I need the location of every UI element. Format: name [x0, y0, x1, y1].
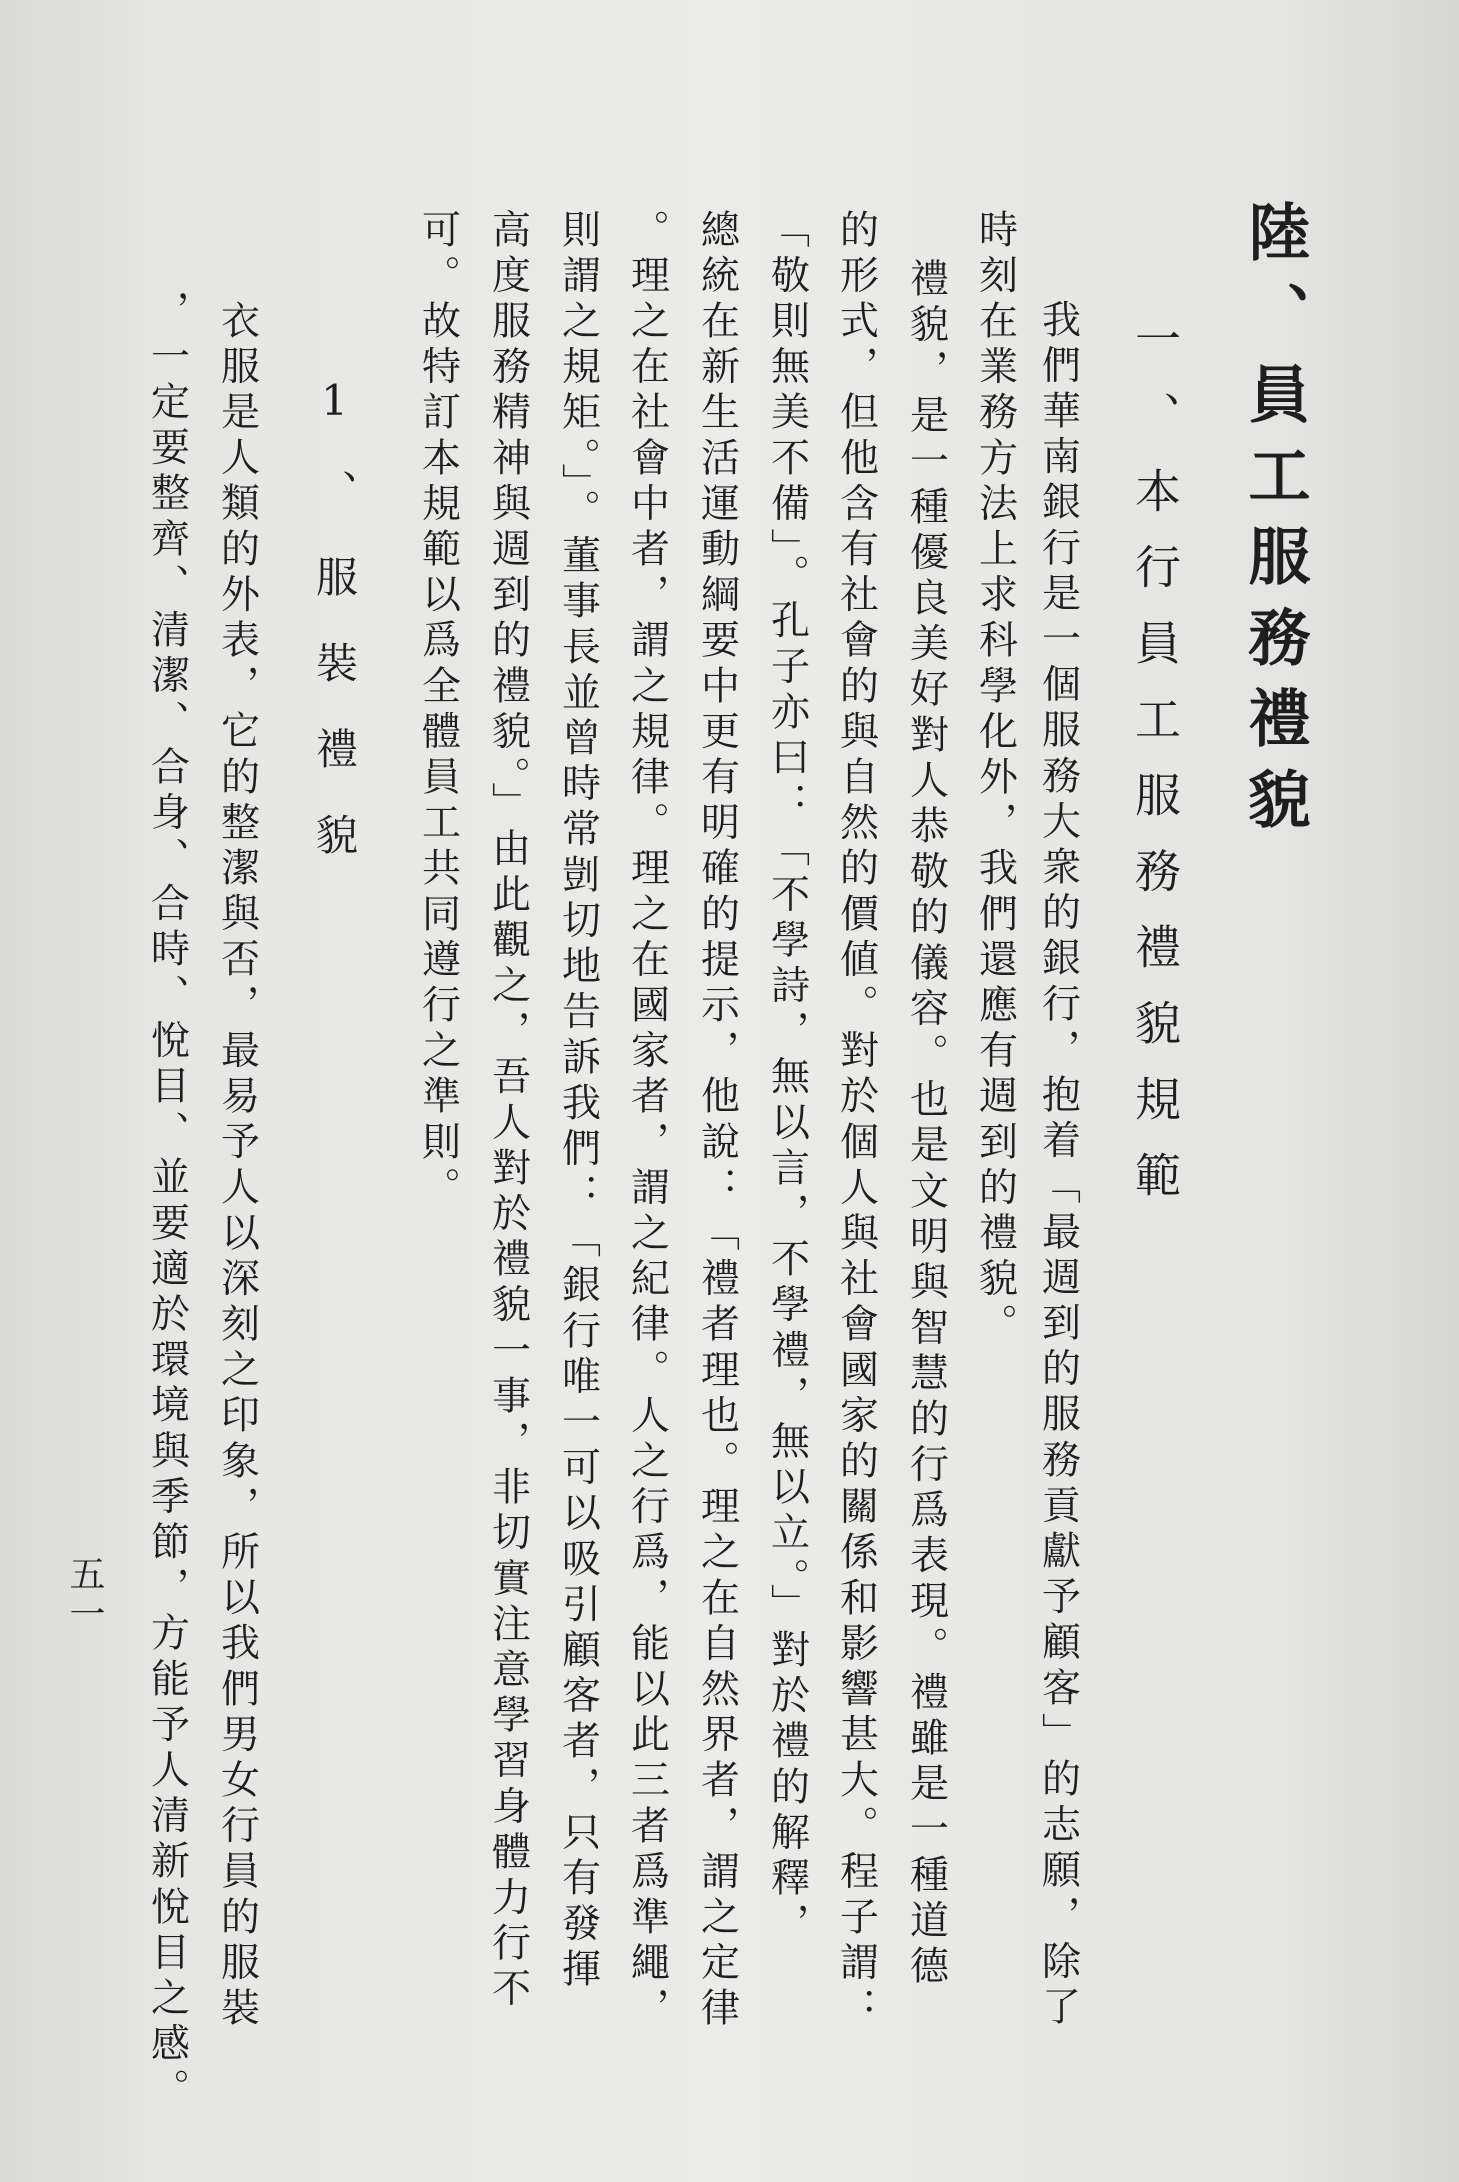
paragraph-line: 「敬則無美不備」。孔子亦曰：「不學詩，無以言，不學禮，無以立。」對於禮的解釋， — [764, 209, 810, 1949]
paragraph-line: 可。故特訂本規範以爲全體員工共同遵行之準則。 — [415, 209, 461, 1213]
page-number: 五一 — [64, 1555, 105, 1635]
section-title: 一、本行員工服務禮貌規範 — [1128, 315, 1182, 1227]
paragraph-line: 總統在新生活運動綱要中更有明確的提示，他說：「禮者理也。理之在自然界者，謂之定律 — [694, 209, 740, 2033]
chapter-title: 陸、員工服務禮貌 — [1238, 200, 1311, 848]
paragraph-line: 。理之在社會中者，謂之規律。理之在國家者，謂之紀律。人之行爲，能以此三者爲準繩， — [624, 209, 670, 2033]
paragraph-line: ，一定要整齊、清潔、合身、合時、悅目、並要適於環境與季節，方能予人清新悅目之感。 — [144, 290, 190, 2114]
paragraph-line: 禮貌，是一種優良美好對人恭敬的儀容。也是文明與智慧的行爲表現。禮雖是一種道德 — [903, 258, 949, 1991]
paragraph-line: 高度服務精神與週到的禮貌。」由此觀之，吾人對於禮貌一事，非切實注意學習身體力行不 — [485, 209, 531, 2014]
paragraph-line: 的形式，但他含有社會的與自然的價値。對於個人與社會國家的關係和影響甚大。程子謂： — [833, 209, 879, 2033]
paragraph-line: 我們華南銀行是一個服務大衆的銀行，抱着「最週到的服務貢獻予顧客」的志願，除了 — [1035, 299, 1081, 2032]
subsection-title: 1、服裝禮貌 — [310, 376, 359, 899]
paragraph-line: 則謂之規矩。」。董事長並曾時常剴切地告訴我們：「銀行唯一可以吸引顧客者，只有發揮 — [555, 209, 601, 1994]
paragraph-line: 衣服是人類的外表，它的整潔與否，最易予人以深刻之印象，所以我們男女行員的服裝 — [214, 300, 260, 2033]
paragraph-line: 時刻在業務方法上求科學化外，我們還應有週到的禮貌。 — [972, 209, 1018, 1349]
